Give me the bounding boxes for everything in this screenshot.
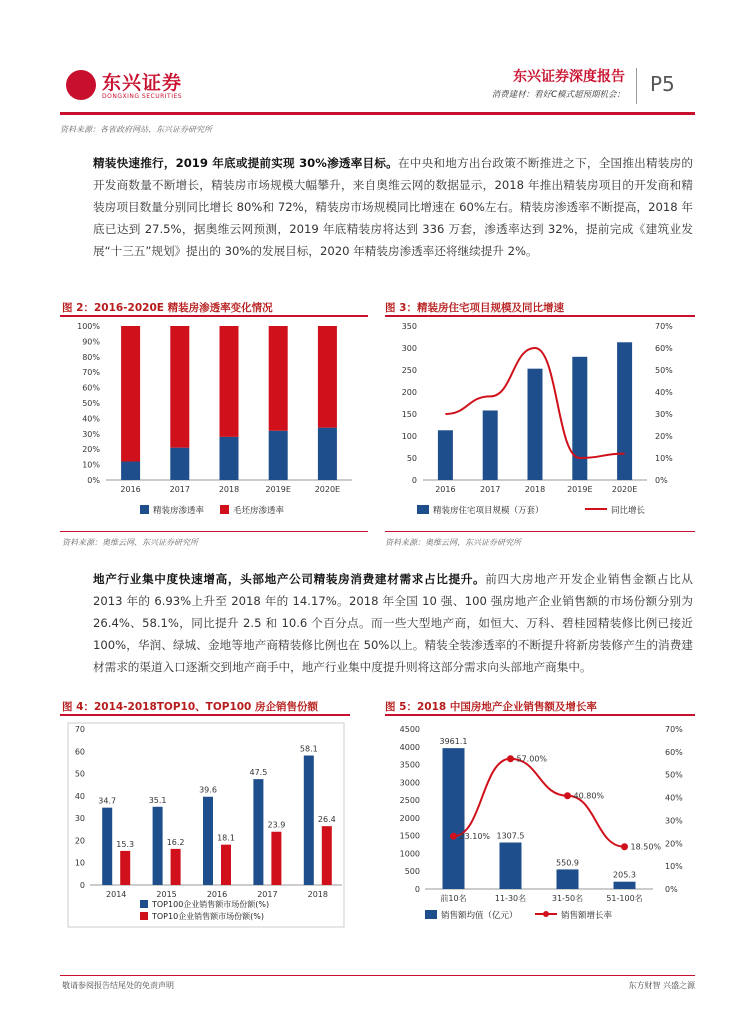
fig4-data-label-top10: 23.9 (267, 820, 286, 830)
fig5-growth-data-label: 57.00% (516, 754, 548, 764)
fig5-legend-bar-swatch (425, 910, 437, 919)
fig5-ytick-left-label: 1500 (399, 831, 420, 841)
fig4-chart (60, 717, 350, 935)
fig4-ytick-label: 20 (74, 836, 85, 846)
fig4-data-label-top10: 26.4 (317, 815, 336, 825)
fig3-title: 图 3：精装房住宅项目规模及同比增速 (385, 302, 564, 314)
fig2-legend-label: 精装房渗透率 (153, 506, 205, 516)
paragraph-1-lead: 精装快速推行，2019 年底或提前实现 30%渗透率目标。 (93, 156, 398, 170)
fig5-growth-point (621, 843, 628, 850)
fig3-bar (572, 357, 587, 480)
fig5-bar (614, 882, 636, 889)
fig5-legend-bar-label: 销售额均值（亿元） (441, 911, 518, 921)
fig3-legend-line-label: 同比增长 (611, 506, 646, 516)
fig5-growth-data-label: 23.10% (459, 832, 491, 842)
fig2-bar-finished (269, 431, 288, 480)
fig5-bar-data-label: 550.9 (556, 858, 579, 868)
fig3-ytick-left-label: 300 (401, 344, 417, 353)
logo-subtext: DONGXING SECURITIES (102, 93, 183, 100)
fig3-ytick-left-label: 150 (401, 410, 417, 419)
fig4-data-label-top100: 39.6 (199, 785, 217, 795)
fig2-ytick-label: 40% (82, 414, 100, 424)
paragraph-2 (93, 568, 693, 678)
logo-text: 东兴证券 (102, 72, 183, 94)
fig4-bar-top100 (102, 808, 112, 885)
fig4-data-label-top10: 18.1 (217, 833, 235, 843)
fig2-top-rule (60, 315, 368, 317)
report-title: 东兴证券深度报告 (513, 69, 625, 85)
fig3-bar (617, 342, 632, 480)
fig4-legend-label: TOP100企业销售额市场份额(%) (152, 900, 270, 909)
fig2-xtick-label: 2019E (265, 485, 291, 494)
fig3-xtick-label: 2017 (480, 485, 501, 494)
fig3-ytick-right-label: 20% (655, 432, 673, 441)
fig2-chart (60, 318, 368, 530)
header-divider (636, 68, 637, 104)
fig5-bar (500, 843, 522, 889)
fig4-xtick-label: 2015 (156, 890, 177, 899)
header-rule (60, 112, 695, 115)
fig2-bar-finished (318, 428, 337, 480)
fig2-bar-rough (269, 326, 288, 431)
fig5-ytick-right-label: 60% (665, 747, 683, 757)
fig5-bar-data-label: 3961.1 (439, 737, 468, 747)
fig3-xtick-label: 2018 (524, 485, 546, 494)
report-subtitle: 消费建材：看好C模式超预期机会： (491, 90, 625, 100)
fig4-bar-top100 (153, 807, 163, 885)
paragraph-1-body: 在中央和地方出台政策不断推进之下，全国推出精装房的开发商数量不断增长，精装房市场规模大幅攀升，来自奥维云网的数据显示，2018 年推出精装房项目的开发商和精装房项目数量分别同比增长 80%和 72%，精装房市场规模同比增速在 60%左右。精装房渗透率不断提高，2018 年底已达到 27.5%，据奥维云网预测，2019 年底精装房将达到 336 万套，渗透率达到 32%，提前完成《建筑业发展“十三五”规划》提出的 30%的发展目标，2020 年精装房渗透率还将继续提升 2%。 (93, 156, 693, 258)
fig4-bar-top10 (271, 832, 281, 885)
fig2-bar-rough (121, 326, 140, 462)
source-note-fig3: 资料来源：奥维云网、东兴证券研究所 (385, 538, 521, 547)
fig4-bar-top100 (203, 797, 213, 885)
fig4-ytick-label: 60 (74, 747, 85, 757)
fig4-data-label-top100: 58.1 (299, 744, 318, 754)
fig4-bar-top10 (120, 851, 130, 885)
fig3-ytick-right-label: 40% (655, 388, 673, 397)
fig3-ytick-right-label: 70% (655, 322, 673, 331)
fig5-ytick-right-label: 70% (665, 725, 683, 734)
fig2-ytick-label: 60% (82, 383, 100, 393)
fig4-title: 图 4：2014-2018TOP10、TOP100 房企销售份额 (62, 701, 319, 713)
fig2-ytick-label: 100% (77, 322, 100, 331)
fig5-ytick-right-label: 40% (665, 793, 683, 803)
fig5-bar (557, 869, 579, 889)
fig2-ytick-label: 30% (82, 429, 100, 439)
fig3-bar (528, 369, 543, 480)
paragraph-1 (93, 152, 693, 262)
fig2-ytick-label: 20% (82, 445, 100, 455)
fig3-chart (385, 318, 695, 530)
footer-disclaimer: 敬请参阅报告结尾处的免责声明 (62, 981, 174, 990)
fig4-data-label-top100: 34.7 (98, 796, 117, 806)
logo-icon (66, 70, 96, 100)
fig5-growth-point (450, 833, 457, 840)
fig5-ytick-left-label: 2500 (399, 796, 420, 806)
fig3-ytick-right-label: 60% (655, 344, 673, 353)
fig5-legend-line-label: 销售额增长率 (561, 911, 613, 921)
fig4-legend-swatch (140, 912, 148, 920)
fig2-legend-swatch (140, 505, 149, 514)
fig5-top-rule (385, 714, 695, 716)
fig2-xtick-label: 2016 (120, 485, 141, 494)
fig5-ytick-left-label: 1000 (399, 849, 420, 859)
fig3-bar (483, 410, 498, 480)
fig3-xtick-label: 2016 (435, 485, 456, 494)
fig5-ytick-left-label: 3000 (399, 778, 420, 788)
fig4-data-label-top100: 35.1 (148, 795, 167, 805)
fig3-ytick-left-label: 200 (401, 388, 417, 397)
fig3-top-rule (385, 315, 695, 317)
fig2-title: 图 2：2016-2020E 精装房渗透率变化情况 (62, 302, 273, 314)
fig5-ytick-right-label: 20% (665, 839, 683, 849)
fig4-bar-top10 (171, 849, 181, 885)
footer-slogan: 东方财智 兴盛之源 (628, 981, 695, 990)
fig3-ytick-right-label: 30% (655, 410, 673, 419)
fig5-growth-data-label: 18.50% (630, 842, 662, 852)
fig4-ytick-label: 50 (74, 769, 85, 779)
fig2-legend-label: 毛坯房渗透率 (233, 506, 285, 516)
fig5-ytick-left-label: 4500 (399, 725, 420, 734)
footer-rule (60, 975, 695, 976)
fig4-legend-swatch (140, 900, 148, 908)
fig5-ytick-right-label: 0% (665, 885, 678, 894)
fig5-bar (443, 748, 465, 889)
fig3-ytick-left-label: 50 (406, 454, 417, 463)
paragraph-2-lead: 地产行业集中度快速增高，头部地产公司精装房消费建材需求占比提升。 (93, 572, 486, 586)
fig2-bar-finished (121, 462, 140, 480)
fig3-ytick-right-label: 0% (655, 476, 668, 485)
fig4-bar-top100 (304, 756, 314, 885)
fig3-ytick-left-label: 100 (401, 432, 417, 441)
fig5-ytick-right-label: 10% (665, 862, 683, 872)
fig4-data-label-top10: 16.2 (166, 837, 185, 847)
fig4-data-label-top10: 15.3 (116, 839, 135, 849)
fig4-xtick-label: 2018 (307, 890, 328, 899)
page-number: P5 (650, 72, 675, 96)
fig4-bar-top100 (253, 779, 263, 885)
fig2-bar-rough (170, 326, 189, 448)
source-note-top: 资料来源：各省政府网站、东兴证券研究所 (60, 125, 212, 134)
fig4-ytick-label: 30 (74, 814, 85, 824)
fig2-xtick-label: 2018 (218, 485, 240, 494)
fig2-bar-finished (220, 437, 239, 480)
fig2-legend-swatch (220, 505, 229, 514)
fig4-ytick-label: 40 (74, 791, 85, 801)
fig3-ytick-left-label: 0 (411, 476, 417, 485)
fig5-growth-point (507, 755, 514, 762)
fig5-xtick-label: 31-50名 (551, 894, 584, 903)
fig4-ytick-label: 0 (79, 881, 85, 890)
fig3-legend-bar-swatch (417, 505, 429, 514)
fig4-xtick-label: 2016 (206, 890, 228, 899)
fig5-chart (385, 717, 695, 935)
fig3-ytick-right-label: 50% (655, 366, 673, 375)
fig3-bottom-rule (385, 531, 695, 532)
fig4-legend-label: TOP10企业销售额市场份额(%) (152, 912, 265, 921)
fig4-bar-top10 (322, 826, 332, 885)
fig3-xtick-label: 2019E (567, 485, 593, 494)
fig3-bar (438, 430, 453, 480)
fig5-bar-data-label: 1307.5 (496, 831, 525, 841)
fig3-legend-bar-label: 精装房住宅项目规模（万套） (433, 506, 544, 516)
fig5-growth-point (564, 792, 571, 799)
fig4-bar-top10 (221, 845, 231, 885)
fig2-bar-rough (220, 326, 239, 437)
fig3-xtick-label: 2020E (611, 485, 638, 494)
fig2-ytick-label: 0% (87, 476, 100, 485)
fig5-bar-data-label: 205.3 (613, 870, 636, 880)
fig3-ytick-left-label: 250 (401, 366, 417, 375)
fig5-xtick-label: 前10名 (440, 894, 467, 903)
fig2-ytick-label: 50% (82, 399, 100, 408)
fig5-xtick-label: 11-30名 (494, 894, 527, 903)
fig3-ytick-left-label: 350 (401, 322, 417, 331)
source-note-fig2: 资料来源：奥维云网、东兴证券研究所 (62, 538, 198, 547)
fig5-title: 图 5：2018 中国房地产企业销售额及增长率 (385, 701, 597, 713)
fig5-growth-data-label: 40.80% (573, 791, 605, 801)
fig2-ytick-label: 70% (82, 368, 100, 378)
fig5-xtick-label: 51-100名 (606, 894, 643, 903)
paragraph-2-body: 前四大房地产开发企业销售金额占比从 2013 年的 6.93%上升至 2018 年的 14.17%。2018 年全国 10 强、100 强房地产企业销售额的市场份额分别为 26.4%、58.1%，同比提升 2.5 和 10.6 个百分点。而一些大型地产商，如恒大、万科、碧桂园精装修比例已接近 100%，华润、绿城、金地等地产商精装修比例也在 50%以上。精装全装渗透率的不断提升将新房装修产生的消费建材需求的渠道入口逐渐交到地产商手中，地产行业集中度提升则将这部分需求向头部地产商集中。 (93, 572, 693, 674)
fig4-ytick-label: 70 (74, 725, 85, 734)
fig4-data-label-top100: 47.5 (249, 768, 268, 778)
fig2-ytick-label: 90% (82, 337, 100, 347)
fig5-ytick-left-label: 3500 (399, 760, 420, 770)
fig5-ytick-left-label: 500 (404, 867, 420, 877)
fig5-ytick-left-label: 2000 (399, 813, 420, 823)
fig2-bottom-rule (60, 531, 368, 532)
fig2-ytick-label: 80% (82, 352, 100, 362)
fig4-xtick-label: 2014 (106, 890, 127, 899)
fig5-ytick-left-label: 0 (414, 885, 420, 894)
fig5-legend-line-marker (543, 911, 549, 917)
fig5-ytick-right-label: 50% (665, 770, 683, 780)
fig3-ytick-right-label: 10% (655, 454, 673, 463)
fig4-xtick-label: 2017 (257, 890, 278, 899)
fig2-bar-rough (318, 326, 337, 428)
fig2-xtick-label: 2017 (169, 485, 190, 494)
fig2-ytick-label: 10% (82, 460, 100, 470)
fig5-ytick-left-label: 4000 (399, 742, 420, 752)
fig4-top-rule (60, 714, 350, 716)
fig4-ytick-label: 10 (74, 858, 85, 868)
fig5-ytick-right-label: 30% (665, 816, 683, 826)
fig2-xtick-label: 2020E (314, 485, 341, 494)
fig2-bar-finished (170, 448, 189, 480)
